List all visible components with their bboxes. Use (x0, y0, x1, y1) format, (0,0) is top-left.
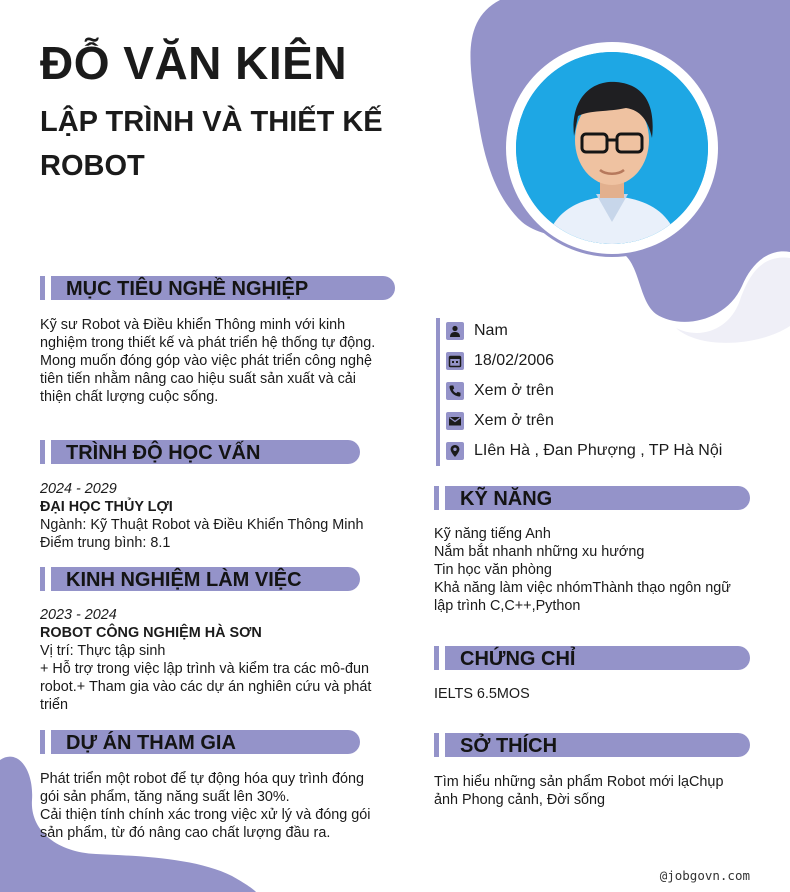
portrait-illustration (516, 52, 708, 244)
job-title (40, 100, 420, 188)
section-title: MỤC TIÊU NGHỀ NGHIỆP (66, 278, 309, 300)
contact-text: LIên Hà , Đan Phượng , TP Hà Nội (474, 442, 723, 459)
section-marker (434, 646, 439, 670)
experience-entry (40, 606, 395, 714)
section-title: TRÌNH ĐỘ HỌC VẤN (66, 442, 261, 464)
section-header-hobbies (434, 733, 750, 757)
section-title: SỞ THÍCH (460, 735, 558, 757)
contact-text: Nam (474, 322, 508, 339)
education-entry (40, 480, 363, 552)
calendar-icon (446, 352, 464, 370)
contact-row-birthday (446, 350, 554, 372)
profile-photo-frame (503, 39, 721, 257)
section-marker (40, 276, 45, 300)
section-marker (40, 567, 45, 591)
hobby-line: Tìm hiểu những sản phẩm Robot mới lạChụp (434, 774, 724, 790)
section-marker (40, 440, 45, 464)
section-marker (40, 730, 45, 754)
section-header-projects (40, 730, 360, 754)
section-header-education (40, 440, 360, 464)
text-line: sản phẩm, từ đó nâng cao chất lượng đầu ra. (40, 825, 331, 841)
location-pin-icon (446, 442, 464, 460)
candidate-name: ĐỖ VĂN KIÊN (40, 37, 348, 89)
section-marker (434, 733, 439, 757)
hobby-line: ảnh Phong cảnh, Đời sống (434, 792, 606, 808)
school-name: ĐẠI HỌC THỦY LỢI (40, 499, 173, 515)
education-period: 2024 - 2029 (40, 481, 117, 497)
education-major: Ngành: Kỹ Thuật Robot và Điều Khiển Thông Minh (40, 517, 364, 533)
text-line: gói sản phẩm, tăng năng suất lên 30%. (40, 789, 290, 805)
contact-row-email (446, 410, 554, 432)
text-line: nghiệm trong thiết kế và phát triển hệ thống tự động. (40, 335, 376, 351)
job-title-line: LẬP TRÌNH VÀ THIẾT KẾ (40, 106, 383, 138)
text-line: Mong muốn đóng góp vào việc phát triển công nghệ (40, 353, 373, 369)
section-title: KINH NGHIỆM LÀM VIỆC (66, 569, 302, 591)
experience-period: 2023 - 2024 (40, 607, 117, 623)
skill-item: Nắm bắt nhanh những xu hướng (434, 544, 645, 560)
text-line: thiện chất lượng cuộc sống. (40, 389, 219, 405)
text-line: tiên tiến nhằm nâng cao hiệu suất sản xuất và cải (40, 371, 357, 387)
certificates-text (434, 685, 530, 703)
skills-list (434, 525, 731, 615)
certificate-item: IELTS 6.5MOS (434, 686, 530, 702)
experience-role: Vị trí: Thực tập sinh (40, 643, 166, 659)
watermark: @jobgovn.com (659, 868, 750, 883)
contact-row-phone (446, 380, 554, 402)
skill-item: lập trình C,C++,Python (434, 598, 581, 614)
mail-icon (446, 412, 464, 430)
contact-row-address (446, 440, 722, 462)
section-title: DỰ ÁN THAM GIA (66, 732, 236, 754)
phone-icon (446, 382, 464, 400)
section-header-skills (434, 486, 750, 510)
text-line: + Hỗ trợ trong việc lập trình và kiểm tra các mô-đun (40, 661, 369, 677)
hobbies-text (434, 773, 723, 809)
skill-item: Tin học văn phòng (434, 562, 552, 578)
section-title: CHỨNG CHỈ (460, 648, 576, 670)
text-line: triển (40, 697, 68, 713)
section-header-experience (40, 567, 360, 591)
person-icon (446, 322, 464, 340)
contact-text: Xem ở trên (474, 382, 554, 399)
skill-item: Kỹ năng tiếng Anh (434, 526, 551, 542)
section-marker (434, 486, 439, 510)
contact-text: 18/02/2006 (474, 352, 555, 369)
objective-text (40, 316, 375, 406)
section-header-objective (40, 276, 395, 300)
text-line: Kỹ sư Robot và Điều khiển Thông minh với kinh (40, 317, 346, 333)
contact-row-gender (446, 320, 508, 342)
contact-text: Xem ở trên (474, 412, 554, 429)
projects-text (40, 770, 370, 842)
education-gpa: Điểm trung bình: 8.1 (40, 535, 171, 551)
section-title: KỸ NĂNG (460, 488, 553, 510)
text-line: Cải thiện tính chính xác trong việc xử lý và đóng gói (40, 807, 371, 823)
company-name: ROBOT CÔNG NGHIỆM HÀ SƠN (40, 625, 262, 641)
contact-marker (436, 318, 440, 466)
text-line: Phát triển một robot để tự động hóa quy trình đóng (40, 771, 365, 787)
text-line: robot.+ Tham gia vào các dự án nghiên cứu và phát (40, 679, 372, 695)
skill-item: Khả năng làm việc nhómThành thạo ngôn ngữ (434, 580, 731, 596)
section-header-certificates (434, 646, 750, 670)
job-title-line: ROBOT (40, 150, 145, 182)
profile-photo (516, 52, 708, 244)
